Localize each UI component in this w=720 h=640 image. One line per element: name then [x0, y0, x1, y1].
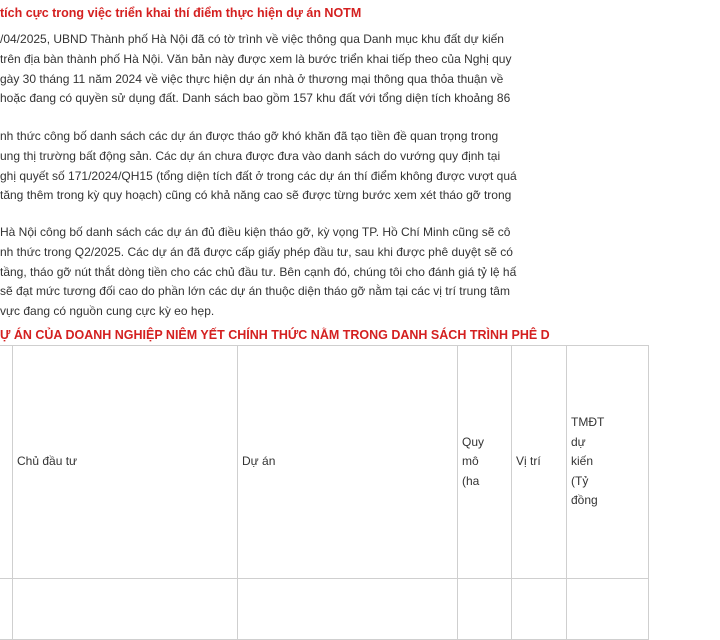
- header-line: (ha: [462, 473, 480, 488]
- article-heading: tích cực trong việc triển khai thí điểm thực hiện dự án NOTM: [0, 6, 362, 20]
- paragraph-line: nh thức trong Q2/2025. Các dự án đã được cấp giấy phép đầu tư, sau khi được phê duyệt sẽ có: [0, 244, 513, 259]
- paragraph-line: nh thức công bố danh sách các dự án được tháo gỡ khó khăn đã tạo tiền đề quan trọng trong: [0, 129, 499, 143]
- paragraph-line: sẽ đạt mức tương đối cao do phần lớn các dự án thuộc diện tháo gỡ nằm tại các vị trí trung tâm: [0, 284, 510, 299]
- header-line: (Tỷ: [571, 473, 589, 488]
- paragraph-line: ung thị trường bất động sản. Các dự án chưa được đưa vào danh sách do vướng quy định tại: [0, 148, 501, 163]
- paragraph-2: [0, 127, 720, 206]
- table-header-row: [0, 346, 649, 579]
- table-cell: [458, 579, 512, 640]
- header-cell-scale: [458, 346, 512, 579]
- paragraph-line: Hà Nội công bố danh sách các dự án đủ điều kiện tháo gỡ, kỳ vọng TP. Hồ Chí Minh cũng sẽ cô: [0, 225, 511, 239]
- table-cell: [0, 579, 13, 640]
- table-cell: [13, 579, 238, 640]
- paragraph-line: trên địa bàn thành phố Hà Nội. Văn bản này được xem là bước triển khai tiếp theo của Nghị quy: [0, 51, 512, 66]
- table-section-title: Ự ÁN CỦA DOANH NGHIỆP NIÊM YẾT CHÍNH THỨC NẰM TRONG DANH SÁCH TRÌNH PHÊ D: [0, 328, 550, 342]
- paragraph-line: /04/2025, UBND Thành phố Hà Nội đã có tờ trình về việc thông qua Danh mục khu đất dự kiến: [0, 32, 504, 46]
- paragraph-3: [0, 223, 720, 322]
- paragraph-line: tăng thêm trong kỳ quy hoạch) cũng có khả năng cao sẽ được từng bước xem xét tháo gỡ trong: [0, 188, 512, 203]
- paragraph-line: hoặc đang có quyền sử dụng đất. Danh sách bao gồm 157 khu đất với tổng diện tích khoảng 86: [0, 91, 511, 106]
- table-cell: [238, 579, 458, 640]
- header-cell-investor: Chủ đầu tư: [13, 346, 238, 579]
- table-row: [0, 579, 649, 640]
- paragraph-line: vực đang có nguồn cung cực kỳ eo hẹp.: [0, 304, 215, 319]
- projects-table: [0, 345, 649, 640]
- paragraph-1: [0, 30, 720, 109]
- paragraph-line: tầng, tháo gỡ nút thắt dòng tiền cho các chủ đầu tư. Bên cạnh đó, chúng tôi cho đánh giá tỷ lệ hấ: [0, 264, 517, 279]
- header-cell-tmdt: [567, 346, 649, 579]
- header-line: Quy: [462, 434, 485, 449]
- header-line: mô: [462, 454, 479, 469]
- paragraph-line: gày 30 tháng 11 năm 2024 về việc thực hiện dự án nhà ở thương mại thông qua thỏa thuận về: [0, 71, 504, 86]
- header-line: kiến: [571, 454, 594, 469]
- header-cell-project: Dự án: [238, 346, 458, 579]
- paragraph-line: ghị quyết số 171/2024/QH15 (tổng diện tích đất ở trong các dự án thí điểm không được vượt quá: [0, 168, 517, 183]
- header-cell-location: Vị trí: [512, 346, 567, 579]
- header-line: đồng: [571, 493, 598, 508]
- header-line: TMĐT: [571, 415, 605, 430]
- table-cell: [512, 579, 567, 640]
- header-cell-index: [0, 346, 13, 579]
- header-line: dự: [571, 434, 586, 449]
- table-cell: [567, 579, 649, 640]
